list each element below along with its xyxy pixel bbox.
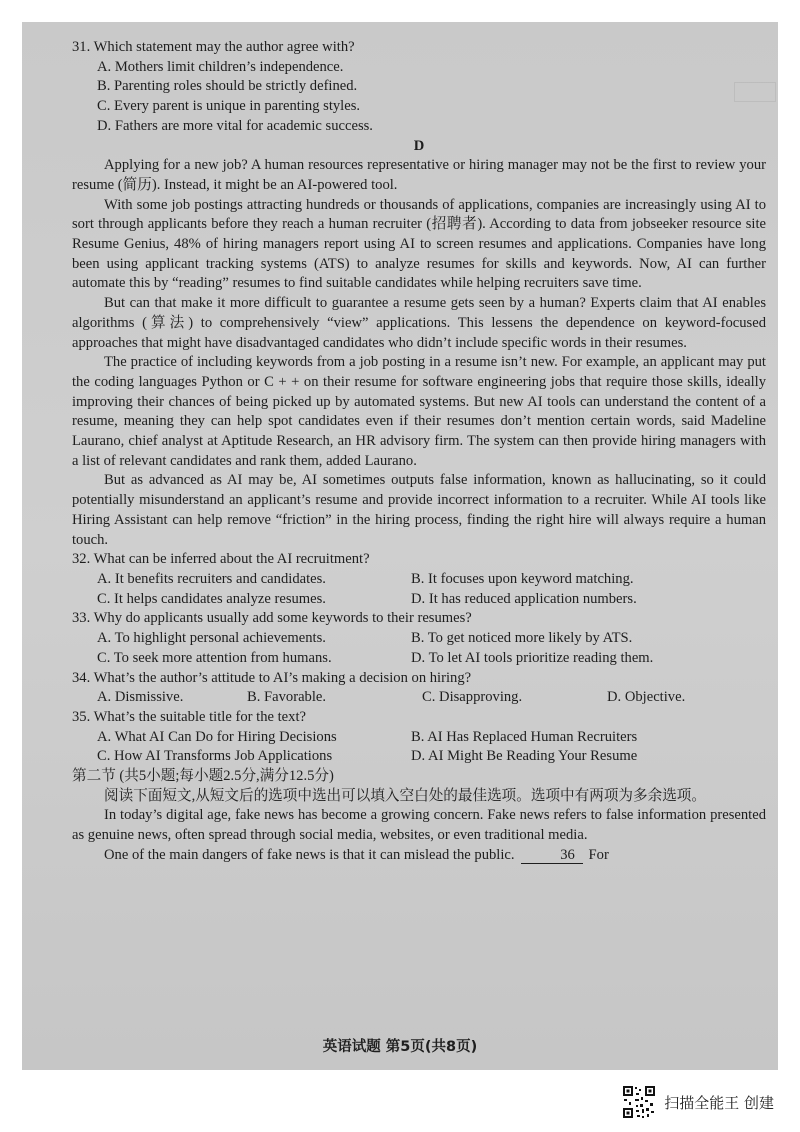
- question-31: [72, 38, 766, 137]
- page-content: [72, 38, 766, 866]
- option-a: A. Mothers limit children’s independence.: [97, 58, 344, 75]
- scanner-watermark: [622, 1084, 774, 1120]
- passage-text: For: [588, 846, 609, 863]
- question-stem: 33. Why do applicants usually add some keywords to their resumes?: [72, 610, 472, 627]
- option-d: D. Fathers are more vital for academic success.: [97, 117, 373, 134]
- option-c: C. To seek more attention from humans.: [97, 649, 332, 666]
- passage-paragraph: But as advanced as AI may be, AI sometimes outputs false information, known as hallucinating, so it could potentially misunderstand an applicant’s resume and provide incorrect information to a recruiter. While AI tools like Hiring Assistant can help remove “friction” in the hiring process, finding the right hire will always require a human touch.: [72, 472, 766, 548]
- option-a: A. To highlight personal achievements.: [97, 630, 326, 647]
- question-35: [72, 708, 766, 767]
- passage-text: One of the main dangers of fake news is that it can mislead the public.: [104, 846, 515, 863]
- option-c: C. Disapproving.: [422, 689, 523, 706]
- section-two: [72, 767, 766, 866]
- page-footer: 英语试题 第5页(共8页): [322, 1039, 478, 1055]
- option-a: A. Dismissive.: [97, 689, 184, 706]
- answer-blank: 36: [521, 847, 583, 864]
- option-a: A. It benefits recruiters and candidates.: [97, 570, 326, 587]
- question-stem: 35. What’s the suitable title for the text?: [72, 708, 306, 725]
- question-stem: 34. What’s the author’s attitude to AI’s making a decision on hiring?: [72, 669, 472, 686]
- option-a: A. What AI Can Do for Hiring Decisions: [97, 728, 337, 745]
- section-instruction: 阅读下面短文,从短文后的选项中选出可以填入空白处的最佳选项。选项中有两项为多余选项。: [104, 787, 706, 804]
- option-b: B. It focuses upon keyword matching.: [411, 570, 634, 587]
- option-b: B. To get noticed more likely by ATS.: [411, 630, 633, 647]
- passage-paragraph: In today’s digital age, fake news has become a growing concern. Fake news refers to false information presented as genuine news, often spread through social media, websites, or even traditional media.: [72, 807, 766, 844]
- option-d: D. It has reduced application numbers.: [411, 590, 637, 607]
- passage-d: [72, 156, 766, 550]
- passage-paragraph-with-blank: [72, 846, 766, 866]
- option-c: C. It helps candidates analyze resumes.: [97, 590, 326, 607]
- section-letter: D: [413, 137, 425, 154]
- qr-code-icon: [622, 1085, 656, 1119]
- option-c: C. How AI Transforms Job Applications: [97, 748, 333, 765]
- passage-paragraph: Applying for a new job? A human resources representative or hiring manager may not be the first to review your resume (简历). Instead, it might be an AI-powered tool.: [72, 157, 766, 193]
- option-d: D. Objective.: [607, 689, 686, 706]
- watermark-text: 扫描全能王 创建: [664, 1093, 774, 1112]
- exam-page: [22, 22, 778, 1070]
- question-32: [72, 550, 766, 609]
- option-d: D. AI Might Be Reading Your Resume: [411, 748, 638, 765]
- option-d: D. To let AI tools prioritize reading them.: [411, 649, 654, 666]
- passage-paragraph: The practice of including keywords from a job posting in a resume isn’t new. For example, an applicant may put the coding languages Python or C + + on their resume for software engineering jobs that require those skills, ideally improving their chances of being picked up by automated systems. But new AI tools can understand the content of a resume, meaning they can help spot candidates even if their resumes don’t mention certain words, said Madeline Laurano, chief analyst at Aptitude Research, an HR advisory firm. The system can then provide hiring managers with a list of relevant candidates and rank them, added Laurano.: [72, 354, 766, 469]
- option-b: B. Favorable.: [247, 689, 327, 706]
- question-33: [72, 609, 766, 668]
- passage-paragraph: With some job postings attracting hundreds or thousands of applications, companies are increasingly using AI to sort through applicants before they reach a human recruiter (招聘者). According to data from jobseeker resource site Resume Genius, 48% of hiring managers report using AI to screen resumes and applications. Companies have long been using applicant tracking systems (ATS) to analyze resumes for skills and keywords. Now, AI can further automate this by “reading” resumes to find suitable candidates while helping recruiters save time.: [72, 196, 766, 292]
- option-c: C. Every parent is unique in parenting styles.: [97, 98, 361, 115]
- passage-paragraph: But can that make it more difficult to guarantee a resume gets seen by a human? Experts claim that AI enables algorithms (算法) to comprehensively “view” applications. This lessens the dependence on keyword-focused approaches that might have disadvantaged candidates who didn’t include specific words in their resumes.: [72, 295, 766, 351]
- question-stem: 31. Which statement may the author agree with?: [72, 39, 355, 55]
- option-b: B. Parenting roles should be strictly defined.: [97, 78, 358, 95]
- section-heading: 第二节 (共5小题;每小题2.5分,满分12.5分): [72, 768, 334, 785]
- question-34: [72, 669, 766, 708]
- option-b: B. AI Has Replaced Human Recruiters: [411, 728, 638, 745]
- question-stem: 32. What can be inferred about the AI recruitment?: [72, 551, 370, 568]
